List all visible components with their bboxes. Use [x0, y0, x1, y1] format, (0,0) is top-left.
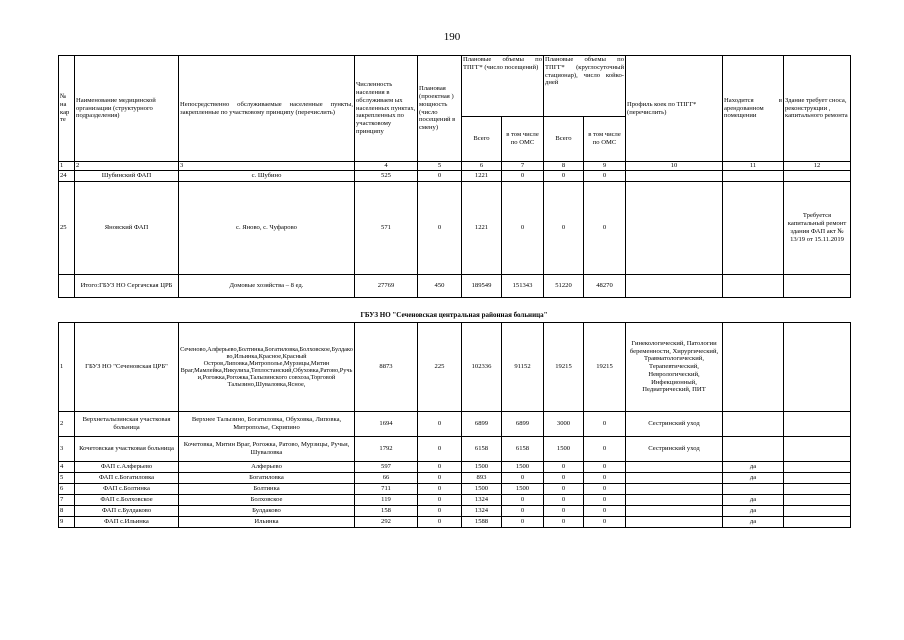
row-num: 6: [59, 484, 75, 495]
row-population: 525: [355, 171, 418, 182]
row-served-points: Богатиловка: [179, 473, 355, 484]
header-planned-beddays: Плановые объемы по ТПГГ* (круглосуточный стационар), число койко-дней: [544, 56, 626, 117]
row-capacity: 0: [418, 171, 462, 182]
row-repair: [784, 517, 851, 528]
row-beddays-oms: 0: [584, 517, 626, 528]
row-served-points: Сеченово,Алферьево,Болтинка,Богатиловка,Болховское,Булдаково,Ильинка,Красное,Красный Остров,Липовка,Митрополье,Мурзицы,Митин Враг,Мамлейка,Никулиха,Теплостанский,Обуховка,Ратово,Ручьи,Рогожка,Рогожка,Талызинского совхоза,Торговой Талызино,Шуваловка,Ясное,: [179, 323, 355, 412]
row-repair: [784, 484, 851, 495]
row-rented: [723, 437, 784, 462]
row-num: 25: [59, 182, 75, 275]
total-empty-cell: [784, 275, 851, 298]
row-visits-total: 1324: [462, 506, 502, 517]
row-num: 1: [59, 323, 75, 412]
row-visits-total: 1324: [462, 495, 502, 506]
header-row: [59, 56, 851, 117]
row-rented: да: [723, 462, 784, 473]
header-beddays-oms: в том числе по ОМС: [584, 117, 626, 162]
column-numbers-row: [59, 162, 851, 171]
table-row: [59, 437, 851, 462]
row-rented: [723, 484, 784, 495]
row-repair: [784, 506, 851, 517]
total-org-name: Итого:ГБУЗ НО Сергачская ЦРБ: [75, 275, 179, 298]
row-beddays-total: 0: [544, 171, 584, 182]
row-repair: [784, 437, 851, 462]
row-beddays-total: 0: [544, 495, 584, 506]
col-number: 3: [179, 162, 355, 171]
row-beddays-oms: 0: [584, 437, 626, 462]
row-population: 119: [355, 495, 418, 506]
row-beddays-total: 0: [544, 462, 584, 473]
row-capacity: 0: [418, 473, 462, 484]
header-population: Численность населения в обслуживаем ых населенных пунктах, закрепленных по участковому принципу: [355, 56, 418, 162]
header-org-name: Наименование медицинской организации (структурного подразделения): [75, 56, 179, 162]
col-number: 7: [502, 162, 544, 171]
row-org-name: Яновский ФАП: [75, 182, 179, 275]
header-visits-total: Всего: [462, 117, 502, 162]
row-visits-oms: 0: [502, 495, 544, 506]
row-repair: [784, 412, 851, 437]
row-org-name: ФАП с.Булдаково: [75, 506, 179, 517]
row-bed-profile: [626, 462, 723, 473]
col-number: 4: [355, 162, 418, 171]
row-rented: да: [723, 495, 784, 506]
table-row: [59, 412, 851, 437]
header-capacity: Плановая (проектная ) мощность (число посещений в смену): [418, 56, 462, 162]
row-beddays-total: 0: [544, 506, 584, 517]
row-org-name: ФАП с.Алферьево: [75, 462, 179, 473]
row-capacity: 0: [418, 484, 462, 495]
row-org-name: ФАП с.Богатиловка: [75, 473, 179, 484]
row-population: 1792: [355, 437, 418, 462]
row-repair: [784, 462, 851, 473]
facilities-table-top: [58, 55, 851, 298]
row-visits-oms: 1500: [502, 484, 544, 495]
row-capacity: 0: [418, 182, 462, 275]
row-beddays-oms: 0: [584, 495, 626, 506]
row-rented: [723, 412, 784, 437]
facilities-table-sechenovo: [58, 322, 851, 528]
col-number: 11: [723, 162, 784, 171]
row-beddays-oms: 19215: [584, 323, 626, 412]
row-beddays-oms: 0: [584, 506, 626, 517]
row-served-points: Булдаково: [179, 506, 355, 517]
col-number: 1: [59, 162, 75, 171]
row-served-points: Алферьево: [179, 462, 355, 473]
row-visits-total: 1588: [462, 517, 502, 528]
col-number: 6: [462, 162, 502, 171]
row-rented: [723, 323, 784, 412]
row-bed-profile: Сестринский уход: [626, 412, 723, 437]
row-visits-total: 893: [462, 473, 502, 484]
header-num: № на кар те: [59, 56, 75, 162]
table-row: [59, 517, 851, 528]
row-visits-oms: 91152: [502, 323, 544, 412]
row-population: 571: [355, 182, 418, 275]
row-bed-profile: [626, 171, 723, 182]
row-bed-profile: [626, 473, 723, 484]
row-served-points: с. Яново, с. Чуфарово: [179, 182, 355, 275]
row-bed-profile: [626, 495, 723, 506]
row-beddays-total: 1500: [544, 437, 584, 462]
row-visits-oms: 6158: [502, 437, 544, 462]
row-rented: да: [723, 517, 784, 528]
col-number: 5: [418, 162, 462, 171]
total-served-points: Домовые хозяйства – 8 ед.: [179, 275, 355, 298]
header-rented: Находится в арендованном помещении: [723, 56, 784, 162]
row-served-points: Болтинка: [179, 484, 355, 495]
row-visits-oms: 0: [502, 473, 544, 484]
col-number: 12: [784, 162, 851, 171]
row-beddays-total: 0: [544, 484, 584, 495]
row-served-points: Болховское: [179, 495, 355, 506]
row-bed-profile: [626, 182, 723, 275]
row-visits-oms: 0: [502, 506, 544, 517]
row-org-name: ГБУЗ НО "Сеченовская ЦРБ": [75, 323, 179, 412]
row-num: 4: [59, 462, 75, 473]
col-number: 10: [626, 162, 723, 171]
row-visits-total: 1221: [462, 182, 502, 275]
header-planned-visits: Плановые объемы по ТПГГ* (число посещений): [462, 56, 544, 117]
header-bed-profile: Профиль коек по ТПГГ* (перечислить): [626, 56, 723, 162]
table-row: [59, 171, 851, 182]
row-population: 292: [355, 517, 418, 528]
col-number: 8: [544, 162, 584, 171]
row-beddays-total: 0: [544, 473, 584, 484]
row-capacity: 225: [418, 323, 462, 412]
row-beddays-oms: 0: [584, 182, 626, 275]
row-repair: [784, 323, 851, 412]
total-visits-oms: 151343: [502, 275, 544, 298]
row-rented: [723, 171, 784, 182]
total-beddays-total: 51220: [544, 275, 584, 298]
row-population: 711: [355, 484, 418, 495]
row-rented: да: [723, 506, 784, 517]
row-beddays-total: 0: [544, 182, 584, 275]
header-visits-oms: в том числе по ОМС: [502, 117, 544, 162]
row-visits-oms: 6899: [502, 412, 544, 437]
row-visits-total: 1500: [462, 462, 502, 473]
row-org-name: ФАП с.Болховское: [75, 495, 179, 506]
total-row: [59, 275, 851, 298]
row-beddays-total: 19215: [544, 323, 584, 412]
section-title: ГБУЗ НО "Сеченовская центральная районная больница": [360, 311, 548, 319]
header-beddays-total: Всего: [544, 117, 584, 162]
row-beddays-oms: 0: [584, 412, 626, 437]
col-number: 9: [584, 162, 626, 171]
row-served-points: Верхнее Талызино, Богатиловка, Обуховка, Липовка, Митрополье, Скрипино: [179, 412, 355, 437]
total-visits-total: 189549: [462, 275, 502, 298]
row-visits-total: 102336: [462, 323, 502, 412]
table-row: [59, 182, 851, 275]
row-num: 3: [59, 437, 75, 462]
row-population: 8873: [355, 323, 418, 412]
table-row: [59, 506, 851, 517]
row-capacity: 0: [418, 495, 462, 506]
total-capacity: 450: [418, 275, 462, 298]
table-row: [59, 484, 851, 495]
row-bed-profile: [626, 517, 723, 528]
row-rented: [723, 182, 784, 275]
row-repair: [784, 495, 851, 506]
row-num: 7: [59, 495, 75, 506]
row-capacity: 0: [418, 517, 462, 528]
row-repair: Требуется капитальный ремонт здания ФАП акт № 13/19 от 15.11.2019: [784, 182, 851, 275]
header-served-points: Непосредственно обслуживаемые населенные пункты, закрепленные по участковому принципу (перечислить): [179, 56, 355, 162]
page-number: 190: [443, 31, 461, 43]
total-empty-cell: [723, 275, 784, 298]
row-served-points: Кочетовка, Митин Враг, Рогожка, Ратово, Мурзицы, Ручьи, Шуваловка: [179, 437, 355, 462]
row-capacity: 0: [418, 506, 462, 517]
total-num: [59, 275, 75, 298]
row-bed-profile: Гинекологический, Патологии беременности, Хирургический, Травматологический, Терапевтический, Неврологический, Инфекционный, Педиатрический, ПИТ: [626, 323, 723, 412]
total-population: 27769: [355, 275, 418, 298]
table-row: [59, 473, 851, 484]
row-beddays-oms: 0: [584, 171, 626, 182]
row-bed-profile: [626, 506, 723, 517]
row-population: 597: [355, 462, 418, 473]
row-org-name: ФАП с.Ильинка: [75, 517, 179, 528]
row-bed-profile: Сестринский уход: [626, 437, 723, 462]
row-capacity: 0: [418, 437, 462, 462]
row-served-points: с. Шубино: [179, 171, 355, 182]
row-beddays-total: 3000: [544, 412, 584, 437]
row-rented: да: [723, 473, 784, 484]
row-repair: [784, 171, 851, 182]
row-repair: [784, 473, 851, 484]
row-beddays-oms: 0: [584, 484, 626, 495]
row-visits-total: 1221: [462, 171, 502, 182]
table-row: [59, 462, 851, 473]
row-visits-oms: 1500: [502, 462, 544, 473]
row-population: 1694: [355, 412, 418, 437]
row-served-points: Ильинка: [179, 517, 355, 528]
table-row: [59, 495, 851, 506]
row-org-name: Кочетовская участковая больница: [75, 437, 179, 462]
row-num: 2: [59, 412, 75, 437]
table-row: [59, 323, 851, 412]
col-number: 2: [75, 162, 179, 171]
row-num: 8: [59, 506, 75, 517]
row-population: 158: [355, 506, 418, 517]
total-empty-cell: [626, 275, 723, 298]
row-visits-oms: 0: [502, 171, 544, 182]
row-visits-total: 6899: [462, 412, 502, 437]
row-org-name: Шубинский ФАП: [75, 171, 179, 182]
row-visits-total: 1500: [462, 484, 502, 495]
row-capacity: 0: [418, 462, 462, 473]
row-num: 24: [59, 171, 75, 182]
row-beddays-oms: 0: [584, 473, 626, 484]
row-population: 66: [355, 473, 418, 484]
row-org-name: ФАП с.Болтинка: [75, 484, 179, 495]
row-bed-profile: [626, 484, 723, 495]
row-visits-oms: 0: [502, 182, 544, 275]
total-beddays-oms: 48270: [584, 275, 626, 298]
row-org-name: Верхнеталызинская участковая больница: [75, 412, 179, 437]
row-num: 9: [59, 517, 75, 528]
row-capacity: 0: [418, 412, 462, 437]
header-repair: Здание требует сноса, реконструкции , капитального ремонта: [784, 56, 851, 162]
row-num: 5: [59, 473, 75, 484]
row-visits-oms: 0: [502, 517, 544, 528]
row-visits-total: 6158: [462, 437, 502, 462]
row-beddays-oms: 0: [584, 462, 626, 473]
row-beddays-total: 0: [544, 517, 584, 528]
